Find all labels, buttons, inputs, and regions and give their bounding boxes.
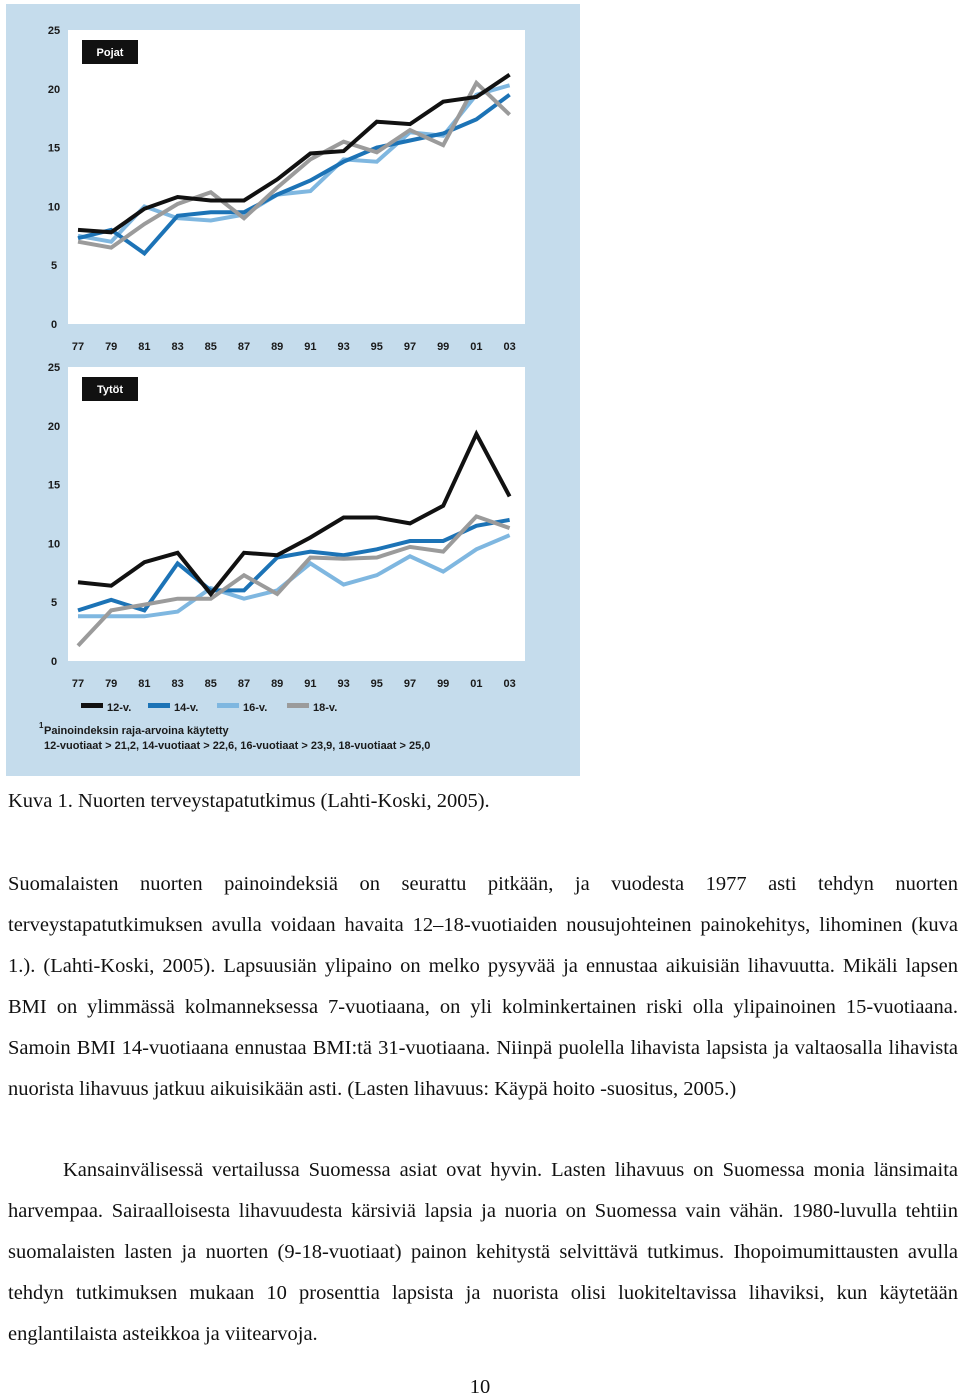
- x-tick-label: 87: [237, 341, 251, 353]
- x-tick-label: 85: [204, 678, 217, 690]
- body-paragraph-2: [8, 1150, 958, 1355]
- legend-label: 16-v.: [243, 702, 268, 714]
- x-tick-label: 91: [304, 678, 317, 690]
- legend-swatch: [81, 703, 103, 708]
- legend-swatch: [148, 703, 170, 708]
- y-tick-label: 5: [50, 260, 58, 273]
- plot-area: [68, 30, 525, 324]
- x-tick-label: 85: [204, 341, 217, 353]
- footnote-line-1: Painoindeksin raja-arvoina käytetty: [44, 725, 229, 737]
- y-tick-label: 15: [47, 142, 61, 155]
- x-tick-label: 95: [370, 341, 383, 353]
- x-tick-label: 91: [304, 341, 317, 353]
- legend-item: [148, 702, 198, 714]
- x-tick-label: 89: [271, 341, 284, 353]
- legend: [81, 702, 337, 714]
- y-tick-label: 10: [47, 201, 61, 214]
- legend-item: [217, 702, 267, 714]
- footnote-line-2: 12-vuotiaat > 21,2, 14-vuotiaat > 22,6, 16-vuotiaat > 23,9, 18-vuotiaat > 25,0: [44, 740, 431, 752]
- x-tick-label: 79: [105, 341, 118, 353]
- x-tick-label: 77: [71, 678, 85, 690]
- legend-item: [81, 702, 131, 714]
- y-tick-label: 15: [47, 479, 61, 492]
- figure-caption: Kuva 1. Nuorten terveystapatutkimus (Lahti-Koski, 2005).: [8, 790, 490, 812]
- x-tick-label: 97: [403, 678, 417, 690]
- paragraph-2-text: Kansainvälisessä vertailussa Suomessa asiat ovat hyvin. Lasten lihavuus on Suomessa monia länsimaita harvempaa. Sairaalloisesta lihavuudesta kärsiviä lapsia ja nuoria on Suomessa vain vähän. 1980-luvulla tehtiin suomalaisten lasten ja nuorten (9-18-vuotiaat) painon kehitystä selvittävä tutkimus. Ihopoimumittausten avulla tehdyn tutkimuksen mukaan 10 prosenttia lapsista ja nuorista olisi luokiteltavissa lihaviksi, kun käytetään englantilaista asteikkoa ja viitearvoja.: [8, 1159, 958, 1345]
- chart-panel-2: [48, 362, 525, 690]
- legend-item: [287, 702, 337, 714]
- legend-swatch: [217, 703, 239, 708]
- chart-panel-1: [48, 25, 525, 353]
- legend-label: 18-v.: [313, 702, 338, 714]
- x-tick-label: 87: [237, 678, 251, 690]
- y-tick-label: 5: [50, 597, 58, 610]
- footnote-marker: 1: [39, 721, 44, 730]
- page-number: 10: [469, 1376, 491, 1398]
- x-tick-label: 77: [71, 341, 85, 353]
- x-tick-label: 97: [403, 341, 417, 353]
- x-tick-label: 99: [437, 341, 450, 353]
- paragraph-1-text: Suomalaisten nuorten painoindeksiä on seurattu pitkään, ja vuodesta 1977 asti tehdyn nuorten terveystapatutkimuksen avulla voidaan havaita 12–18-vuotiaiden nousujohteinen painokehitys, lihominen (kuva 1.). (Lahti-Koski, 2005). Lapsuusiän ylipaino on melko pysyvää ja ennustaa aikuisiän lihavuutta. Mikäli lapsen BMI on ylimmässä kolmanneksessa 7-vuotiaana, on yli kolminkertainen riski olla ylipainoinen 15-vuotiaana. Samoin BMI 14-vuotiaana ennustaa BMI:tä 31-vuotiaana. Niinpä puolella lihavista lapsista ja valtaosalla lihavista nuorista lihavuus jatkuu aikuisikään asti. (Lasten lihavuus: Käypä hoito -suositus, 2005.): [8, 873, 958, 1100]
- x-tick-label: 01: [470, 678, 483, 690]
- legend-label: 14-v.: [174, 702, 199, 714]
- x-tick-label: 89: [271, 678, 284, 690]
- x-tick-label: 95: [370, 678, 383, 690]
- panel-title-badge: [82, 377, 138, 401]
- x-tick-label: 81: [138, 678, 151, 690]
- x-tick-label: 83: [171, 678, 184, 690]
- legend-swatch: [287, 703, 309, 708]
- y-tick-label: 0: [50, 656, 58, 668]
- x-tick-label: 03: [503, 678, 516, 690]
- x-tick-label: 79: [105, 678, 118, 690]
- x-tick-label: 93: [337, 678, 350, 690]
- y-tick-label: 20: [47, 83, 61, 96]
- x-tick-label: 99: [437, 678, 450, 690]
- y-tick-label: 25: [47, 25, 61, 37]
- x-tick-label: 83: [171, 341, 184, 353]
- y-tick-label: 0: [50, 319, 58, 331]
- x-tick-label: 01: [470, 341, 483, 353]
- figure-panel: [6, 4, 580, 776]
- y-tick-label: 10: [47, 538, 61, 551]
- panel-title: Pojat: [96, 47, 124, 59]
- x-tick-label: 93: [337, 341, 350, 353]
- legend-label: 12-v.: [107, 702, 132, 714]
- footnote: [39, 721, 430, 752]
- panel-title-badge: [82, 40, 138, 64]
- panel-title: Tytöt: [96, 384, 124, 396]
- y-tick-label: 25: [47, 362, 61, 374]
- x-tick-label: 03: [503, 341, 516, 353]
- y-tick-label: 20: [47, 420, 61, 433]
- x-tick-label: 81: [138, 341, 151, 353]
- bmi-charts: [6, 4, 580, 776]
- body-paragraph-1: [8, 864, 958, 1110]
